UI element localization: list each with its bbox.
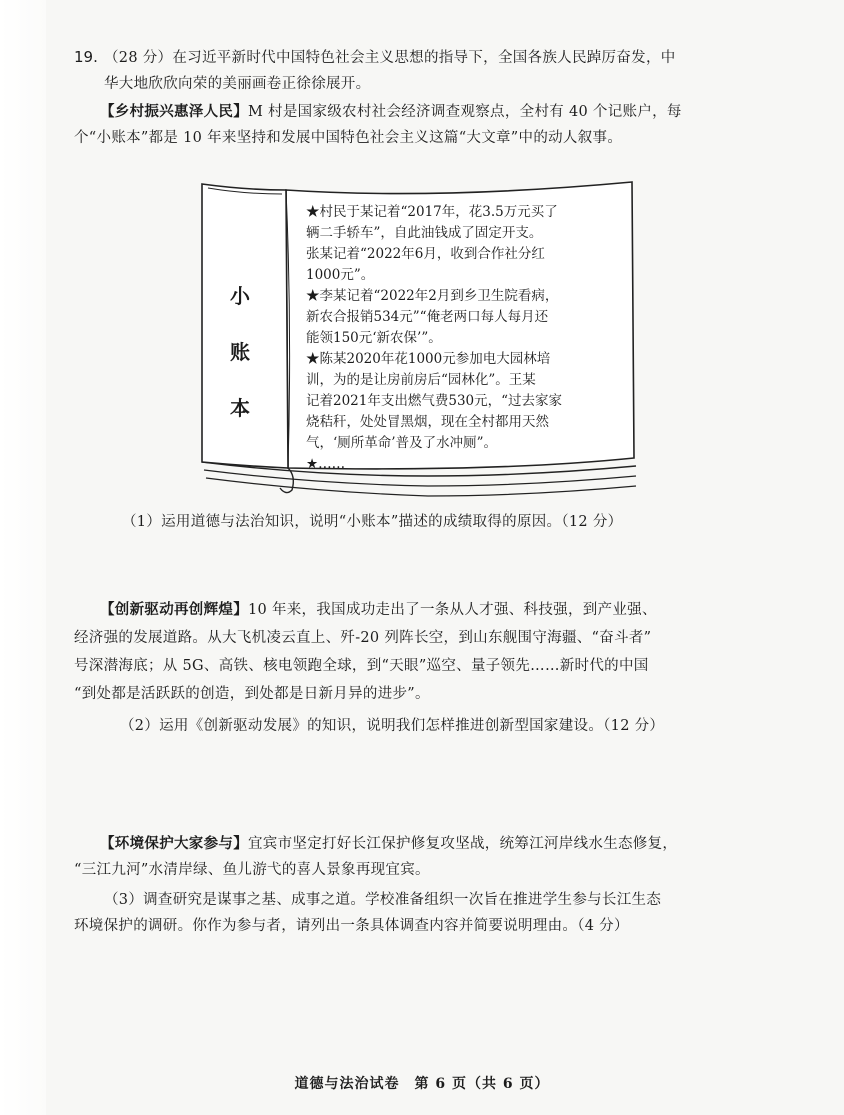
question-number: 19. <box>74 48 98 66</box>
notebook-line: 辆二手轿车”，自此油钱成了固定开支。 <box>306 225 543 241</box>
notebook-title <box>220 268 260 436</box>
notebook-line: 1000元”。 <box>306 267 375 283</box>
sub-question-2: （2）运用《创新驱动发展》的知识，说明我们怎样推进创新型国家建设。（12 分） <box>120 718 665 734</box>
notebook-illustration <box>196 176 642 504</box>
sub-question-3-line-1: （3）调查研究是谋事之基、成事之道。学校准备组织一次旨在推进学生参与长江生态 <box>104 892 662 908</box>
notebook-title-char: 本 <box>230 396 250 420</box>
notebook-line: 训，为的是让房前房后“园林化”。王某 <box>306 372 536 388</box>
notebook-line: 记着2021年支出燃气费530元，“过去家家 <box>306 393 563 409</box>
section1-line-1 <box>100 100 682 124</box>
section2-heading: 【创新驱动再创辉煌】 <box>100 601 248 618</box>
notebook-line: 能领150元‘新农保’”。 <box>306 330 442 346</box>
section1-line-1-text: M 村是国家级农村社会经济调查观察点，全村有 40 个记账户，每 <box>248 104 682 120</box>
sub-question-1: （1）运用道德与法治知识，说明“小账本”描述的成绩取得的原因。（12 分） <box>122 514 623 530</box>
question-intro-line-1: （28 分）在习近平新时代中国特色社会主义思想的指导下，全国各族人民踔厉奋发，中 <box>104 50 676 66</box>
section3-line-2: “三江九河”水清岸绿、鱼儿游弋的喜人景象再现宜宾。 <box>74 862 430 878</box>
section3-line-1 <box>100 832 677 856</box>
notebook-line: 气，‘厕所革命’普及了水冲厕”。 <box>306 435 497 451</box>
notebook-line: ★李某记着“2022年2月到乡卫生院看病， <box>306 288 559 304</box>
notebook-line: ★…… <box>306 456 346 472</box>
section3-line-1-text: 宜宾市坚定打好长江保护修复攻坚战，统筹江河岸线水生态修复， <box>248 836 678 852</box>
section2-line-4: “到处都是活跃跃的创造，到处都是日新月异的进步”。 <box>74 686 430 702</box>
notebook-line: ★村民于某记着“2017年，花3.5万元买了 <box>306 204 558 220</box>
section1-heading: 【乡村振兴惠泽人民】 <box>100 103 248 120</box>
section3-heading: 【环境保护大家参与】 <box>100 835 248 852</box>
section2-line-2: 经济强的发展道路。从大飞机凌云直上、歼-20 列阵长空，到山东舰围守海疆、“奋斗者” <box>74 630 652 646</box>
page-footer: 道德与法治试卷 第 6 页（共 6 页） <box>294 1076 550 1092</box>
notebook-line: ★陈某2020年花1000元参加电大园林培 <box>306 351 551 367</box>
question-intro-line-2: 华大地欣欣向荣的美丽画卷正徐徐展开。 <box>104 76 371 92</box>
notebook-line: 张某记着“2022年6月，收到合作社分红 <box>306 246 545 262</box>
section2-line-3: 号深潜海底；从 5G、高铁、核电领跑全球，到“天眼”巡空、量子领先……新时代的中国 <box>74 658 649 674</box>
page-margin-shade <box>0 0 46 1115</box>
section2-line-1 <box>100 598 657 622</box>
notebook-title-char: 小 <box>230 284 250 308</box>
sub-question-3-line-2: 环境保护的调研。你作为参与者，请列出一条具体调查内容并简要说明理由。（4 分） <box>74 918 629 934</box>
section2-line-1-text: 10 年来，我国成功走出了一条从人才强、科技强，到产业强、 <box>248 602 657 618</box>
notebook-title-char: 账 <box>230 340 250 364</box>
notebook-line: 新农合报销534元”“俺老两口每人每月还 <box>306 309 549 325</box>
notebook-entries <box>306 202 626 475</box>
notebook-line: 烧秸秆，处处冒黑烟，现在全村都用天然 <box>306 414 549 430</box>
section1-line-2: 个“小账本”都是 10 年来坚持和发展中国特色社会主义这篇“大文章”中的动人叙事。 <box>74 130 623 146</box>
